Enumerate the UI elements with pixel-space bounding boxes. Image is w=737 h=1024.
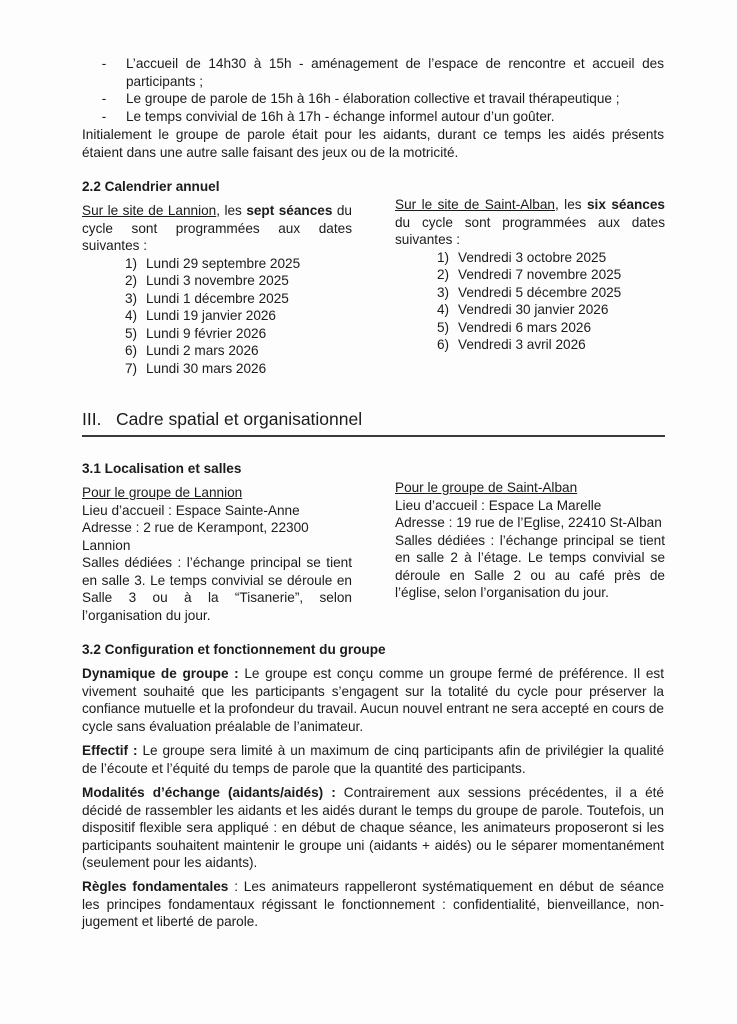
rooms: Salles dédiées : l’échange principal se tient en salle 3. Le temps convivial se déroule en Salle 3 ou à la “Tisanerie”, selon l’organisation du jour.	[82, 555, 352, 623]
site-label: Sur le site de Lannion	[82, 203, 217, 218]
intro-text: du cycle sont programmées aux dates suivantes :	[82, 203, 352, 253]
item-number: 7)	[125, 360, 138, 376]
venue: Lieu d’accueil : Espace Sainte-Anne	[82, 502, 300, 518]
item-number: 3)	[437, 284, 450, 300]
address: Adresse : 2 rue de Kerampont, 22300 Lannion	[82, 520, 309, 553]
location-lannion	[82, 484, 352, 624]
rooms: Salles dédiées : l’échange principal se tient en salle 2 à l’étage. Le temps convivial se déroule en Salle 2 ou au café près de l’église, selon l’organisation du jour.	[395, 532, 665, 600]
intro-text: du cycle sont programmées aux dates suivantes :	[395, 214, 665, 247]
date-label: Lundi 2 mars 2026	[146, 343, 259, 358]
location-saint-alban	[395, 479, 665, 602]
calendar-saint-alban-intro	[395, 196, 665, 249]
paragraph-text: Le groupe est conçu comme un groupe fermé de préférence. Il est vivement souhaité que les participants s’engagent sur la totalité du cycle pour préserver la confiance mutuelle et la profondeur du travail. Aucun nouvel entrant ne sera accepté en cours de cycle sans évaluation préalable de l’animateur.	[82, 666, 664, 734]
configuration-heading: 3.2 Configuration et fonctionnement du groupe	[82, 642, 386, 657]
session-count: sept séances	[246, 203, 333, 218]
item-number: 6)	[437, 337, 450, 352]
list-item	[82, 90, 664, 108]
paragraph-exchange-modes	[82, 784, 664, 872]
list-item	[125, 290, 352, 308]
group-label: Pour le groupe de Lannion	[82, 485, 243, 500]
date-label: Lundi 3 novembre 2025	[146, 273, 289, 288]
list-item	[125, 342, 352, 360]
list-item	[82, 55, 664, 90]
date-label: Lundi 9 février 2026	[146, 325, 267, 341]
paragraph-ground-rules	[82, 878, 664, 931]
list-item	[125, 360, 352, 378]
date-list	[395, 249, 665, 354]
date-list	[82, 255, 352, 378]
section-number: III.	[82, 409, 102, 429]
item-number: 5)	[125, 325, 138, 341]
bullet-marker: -	[101, 56, 107, 71]
list-item	[125, 325, 352, 343]
paragraph-label: Règles fondamentales	[82, 879, 229, 894]
paragraph-text: : Les animateurs rappelleront systématiquement en début de séance les principes fondamentaux régissant le fonctionnement : confidentialité, bienveillance, non-jugement et liberté de parole.	[82, 879, 665, 929]
session-count: six séances	[587, 197, 665, 212]
item-number: 2)	[437, 267, 450, 282]
calendar-heading: 2.2 Calendrier annuel	[82, 179, 220, 194]
date-label: Vendredi 30 janvier 2026	[458, 302, 609, 317]
intro-paragraph: Initialement le groupe de parole était pour les aidants, durant ce temps les aidés présents étaient dans une autre salle faisant des jeux ou de la motricité.	[82, 127, 664, 160]
item-number: 6)	[125, 343, 138, 358]
schedule-bullet-list	[82, 55, 664, 125]
date-label: Vendredi 7 novembre 2025	[458, 267, 622, 282]
bullet-text: Le groupe de parole de 15h à 16h - élaboration collective et travail thérapeutique ;	[126, 91, 620, 106]
list-item	[125, 307, 352, 325]
calendar-saint-alban	[395, 196, 665, 354]
date-label: Lundi 30 mars 2026	[146, 360, 267, 376]
date-label: Vendredi 5 décembre 2025	[458, 284, 622, 300]
item-number: 4)	[437, 302, 450, 317]
bullet-marker: -	[101, 91, 107, 106]
list-item	[437, 249, 665, 267]
section-divider	[82, 435, 665, 437]
list-item	[437, 266, 665, 284]
list-item	[437, 319, 665, 337]
item-number: 3)	[125, 290, 138, 306]
paragraph-group-dynamics	[82, 665, 664, 735]
item-number: 2)	[125, 273, 138, 288]
intro-text: , les	[554, 197, 587, 212]
date-label: Vendredi 6 mars 2026	[458, 319, 592, 335]
address: Adresse : 19 rue de l’Eglise, 22410 St-Alban	[395, 515, 662, 530]
date-label: Lundi 19 janvier 2026	[146, 308, 276, 323]
paragraph-group-size	[82, 742, 664, 777]
date-label: Vendredi 3 octobre 2025	[458, 249, 607, 265]
bullet-text: L’accueil de 14h30 à 15h - aménagement de l’espace de rencontre et accueil des participants ;	[126, 56, 664, 89]
paragraph-label: Modalités d’échange (aidants/aidés) :	[82, 785, 336, 800]
item-number: 1)	[437, 249, 450, 265]
intro-text: , les	[216, 203, 247, 218]
list-item	[437, 284, 665, 302]
localisation-heading: 3.1 Localisation et salles	[82, 461, 242, 476]
list-item	[437, 301, 665, 319]
paragraph-text: Le groupe sera limité à un maximum de cinq participants afin de privilégier la qualité de l’écoute et l’équité du temps de parole que la quantité des participants.	[82, 743, 665, 776]
list-item	[125, 255, 352, 273]
bullet-text: Le temps convivial de 16h à 17h - échange informel autour d’un goûter.	[126, 108, 555, 124]
venue: Lieu d’accueil : Espace La Marelle	[395, 497, 602, 513]
item-number: 5)	[437, 319, 450, 335]
section-title: Cadre spatial et organisationnel	[116, 409, 363, 429]
paragraph-label: Effectif :	[82, 743, 138, 758]
bullet-marker: -	[101, 108, 107, 124]
item-number: 1)	[125, 255, 138, 271]
paragraph-label: Dynamique de groupe :	[82, 666, 239, 681]
list-item	[437, 336, 665, 354]
list-item	[125, 272, 352, 290]
site-label: Sur le site de Saint-Alban	[395, 197, 555, 212]
item-number: 4)	[125, 308, 138, 323]
paragraph-text: Contrairement aux sessions précédentes, il a été décidé de rassembler les aidants et les aidés durant le temps du groupe de parole. Toutefois, un dispositif flexible sera appliqué : en début de chaque séance, les animateurs proposeront si les participants souhaitent maintenir le groupe uni (aidants + aidés) ou le séparer momentanément (seulement pour les aidants).	[82, 785, 664, 870]
date-label: Lundi 29 septembre 2025	[146, 255, 301, 271]
group-label: Pour le groupe de Saint-Alban	[395, 480, 578, 495]
date-label: Lundi 1 décembre 2025	[146, 290, 289, 306]
date-label: Vendredi 3 avril 2026	[458, 337, 586, 352]
calendar-lannion-intro	[82, 202, 352, 255]
calendar-lannion	[82, 202, 352, 377]
list-item	[82, 108, 664, 126]
section-heading	[82, 411, 362, 429]
